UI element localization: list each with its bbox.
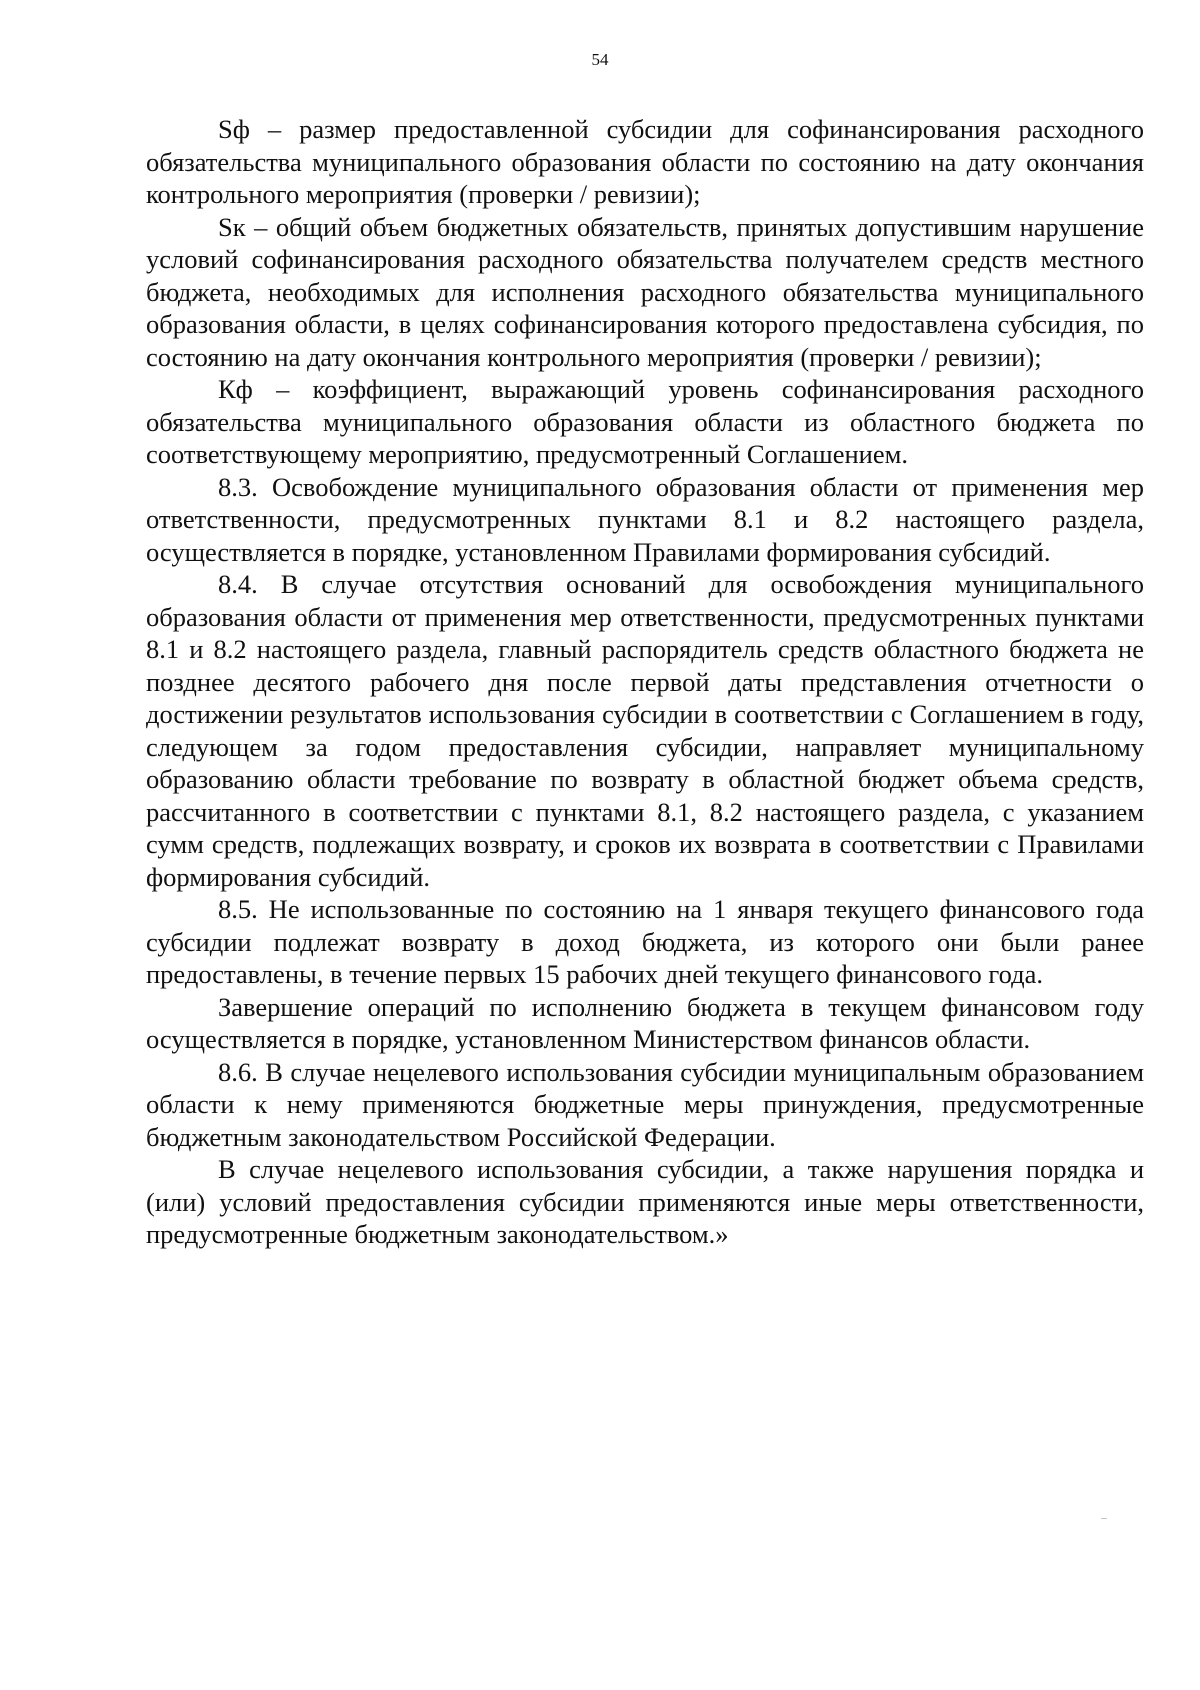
paragraph-clause-8-4: 8.4. В случае отсутствия оснований для освобождения муниципального образования области от применения мер ответственности, предусмотренных пунктами 8.1 и 8.2 настоящего раздела, главный распорядитель средств областного бюджета не позднее десятого рабочего дня после первой даты представления отчетности о достижении результатов использования субсидии в соответствии с Соглашением в году, следующем за годом предоставления субсидии, направляет муниципальному образованию области требование по возврату в областной бюджет объема средств, рассчитанного в соответствии с пунктами 8.1, 8.2 настоящего раздела, с указанием сумм средств, подлежащих возврату, и сроков их возврата в соответствии с Правилами формирования субсидий. [146,569,1144,892]
scan-artifact [1101,1518,1107,1519]
paragraph-clause-8-3: 8.3. Освобождение муниципального образования области от применения мер ответственности, предусмотренных пунктами 8.1 и 8.2 настоящего раздела, осуществляется в порядке, установленном Правилами формирования субсидий. [146,471,1144,567]
paragraph-budget-completion: Завершение операций по исполнению бюджета в текущем финансовом году осуществляется в порядке, установленном Министерством финансов области. [146,991,1144,1054]
paragraph-sf-definition: Sф – размер предоставленной субсидии для софинансирования расходного обязательства муниципального образования области по состоянию на дату окончания контрольного мероприятия (проверки / ревизии); [146,114,1144,209]
page-number: 54 [591,50,609,69]
paragraph-sk-definition: Sк – общий объем бюджетных обязательств, принятых допустившим нарушение условий софинансирования расходного обязательства получателем средств местного бюджета, необходимых для исполнения расходного обязательства муниципального образования области, в целях софинансирования которого предоставлена субсидия, по состоянию на дату окончания контрольного мероприятия (проверки / ревизии); [146,211,1144,372]
document-body [146,113,1144,1251]
paragraph-other-measures: В случае нецелевого использования субсидии, а также нарушения порядка и (или) условий предоставления субсидии применяются иные меры ответственности, предусмотренные бюджетным законодательством.» [146,1154,1144,1249]
paragraph-kf-definition: Кф – коэффициент, выражающий уровень софинансирования расходного обязательства муниципального образования области из областного бюджета по соответствующему мероприятию, предусмотренный Соглашением. [146,374,1144,469]
paragraph-clause-8-5: 8.5. Не использованные по состоянию на 1 января текущего финансового года субсидии подлежат возврату в доход бюджета, из которого они были ранее предоставлены, в течение первых 15 рабочих дней текущего финансового года. [146,894,1144,989]
paragraph-clause-8-6: 8.6. В случае нецелевого использования субсидии муниципальным образованием области к нему применяются бюджетные меры принуждения, предусмотренные бюджетным законодательством Российской Федерации. [146,1056,1144,1152]
